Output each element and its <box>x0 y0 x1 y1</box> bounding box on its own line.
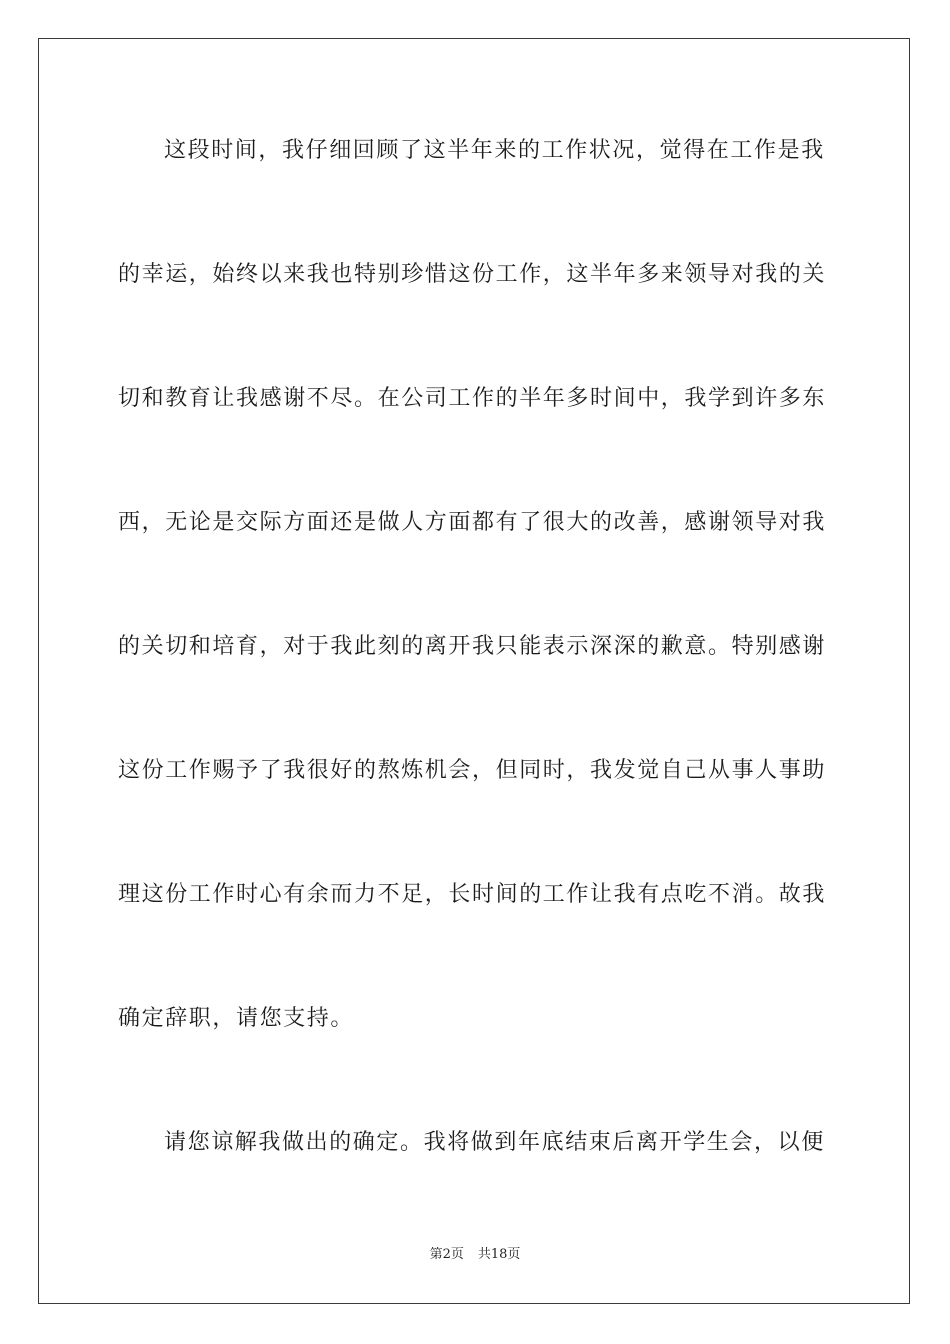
paragraph-1-line-8: 确定辞职，请您支持。 <box>118 1006 355 1031</box>
paragraph-2-line-1: 请您谅解我做出的确定。我将做到年底结束后离开学生会，以便 <box>164 1130 825 1155</box>
page-number: 第2页 <box>429 1247 464 1262</box>
paragraph-1-line-2: 的幸运，始终以来我也特别珍惜这份工作，这半年多来领导对我的关 <box>118 262 827 287</box>
paragraph-1-line-7: 理这份工作时心有余而力不足，长时间的工作让我有点吃不消。故我 <box>118 882 827 907</box>
paragraph-1-line-5: 的关切和培育，对于我此刻的离开我只能表示深深的歉意。特别感谢 <box>118 634 827 659</box>
paragraph-1-line-6: 这份工作赐予了我很好的熬炼机会，但同时，我发觉自己从事人事助 <box>118 758 827 783</box>
paragraph-1-line-3: 切和教育让我感谢不尽。在公司工作的半年多时间中，我学到许多东 <box>118 386 827 411</box>
page-footer <box>0 1246 950 1264</box>
paragraph-1-line-1: 这段时间，我仔细回顾了这半年来的工作状况，觉得在工作是我 <box>164 138 825 163</box>
page-total: 共18页 <box>477 1247 521 1262</box>
page-border <box>38 38 910 1304</box>
paragraph-1-line-4: 西，无论是交际方面还是做人方面都有了很大的改善，感谢领导对我 <box>118 510 827 535</box>
